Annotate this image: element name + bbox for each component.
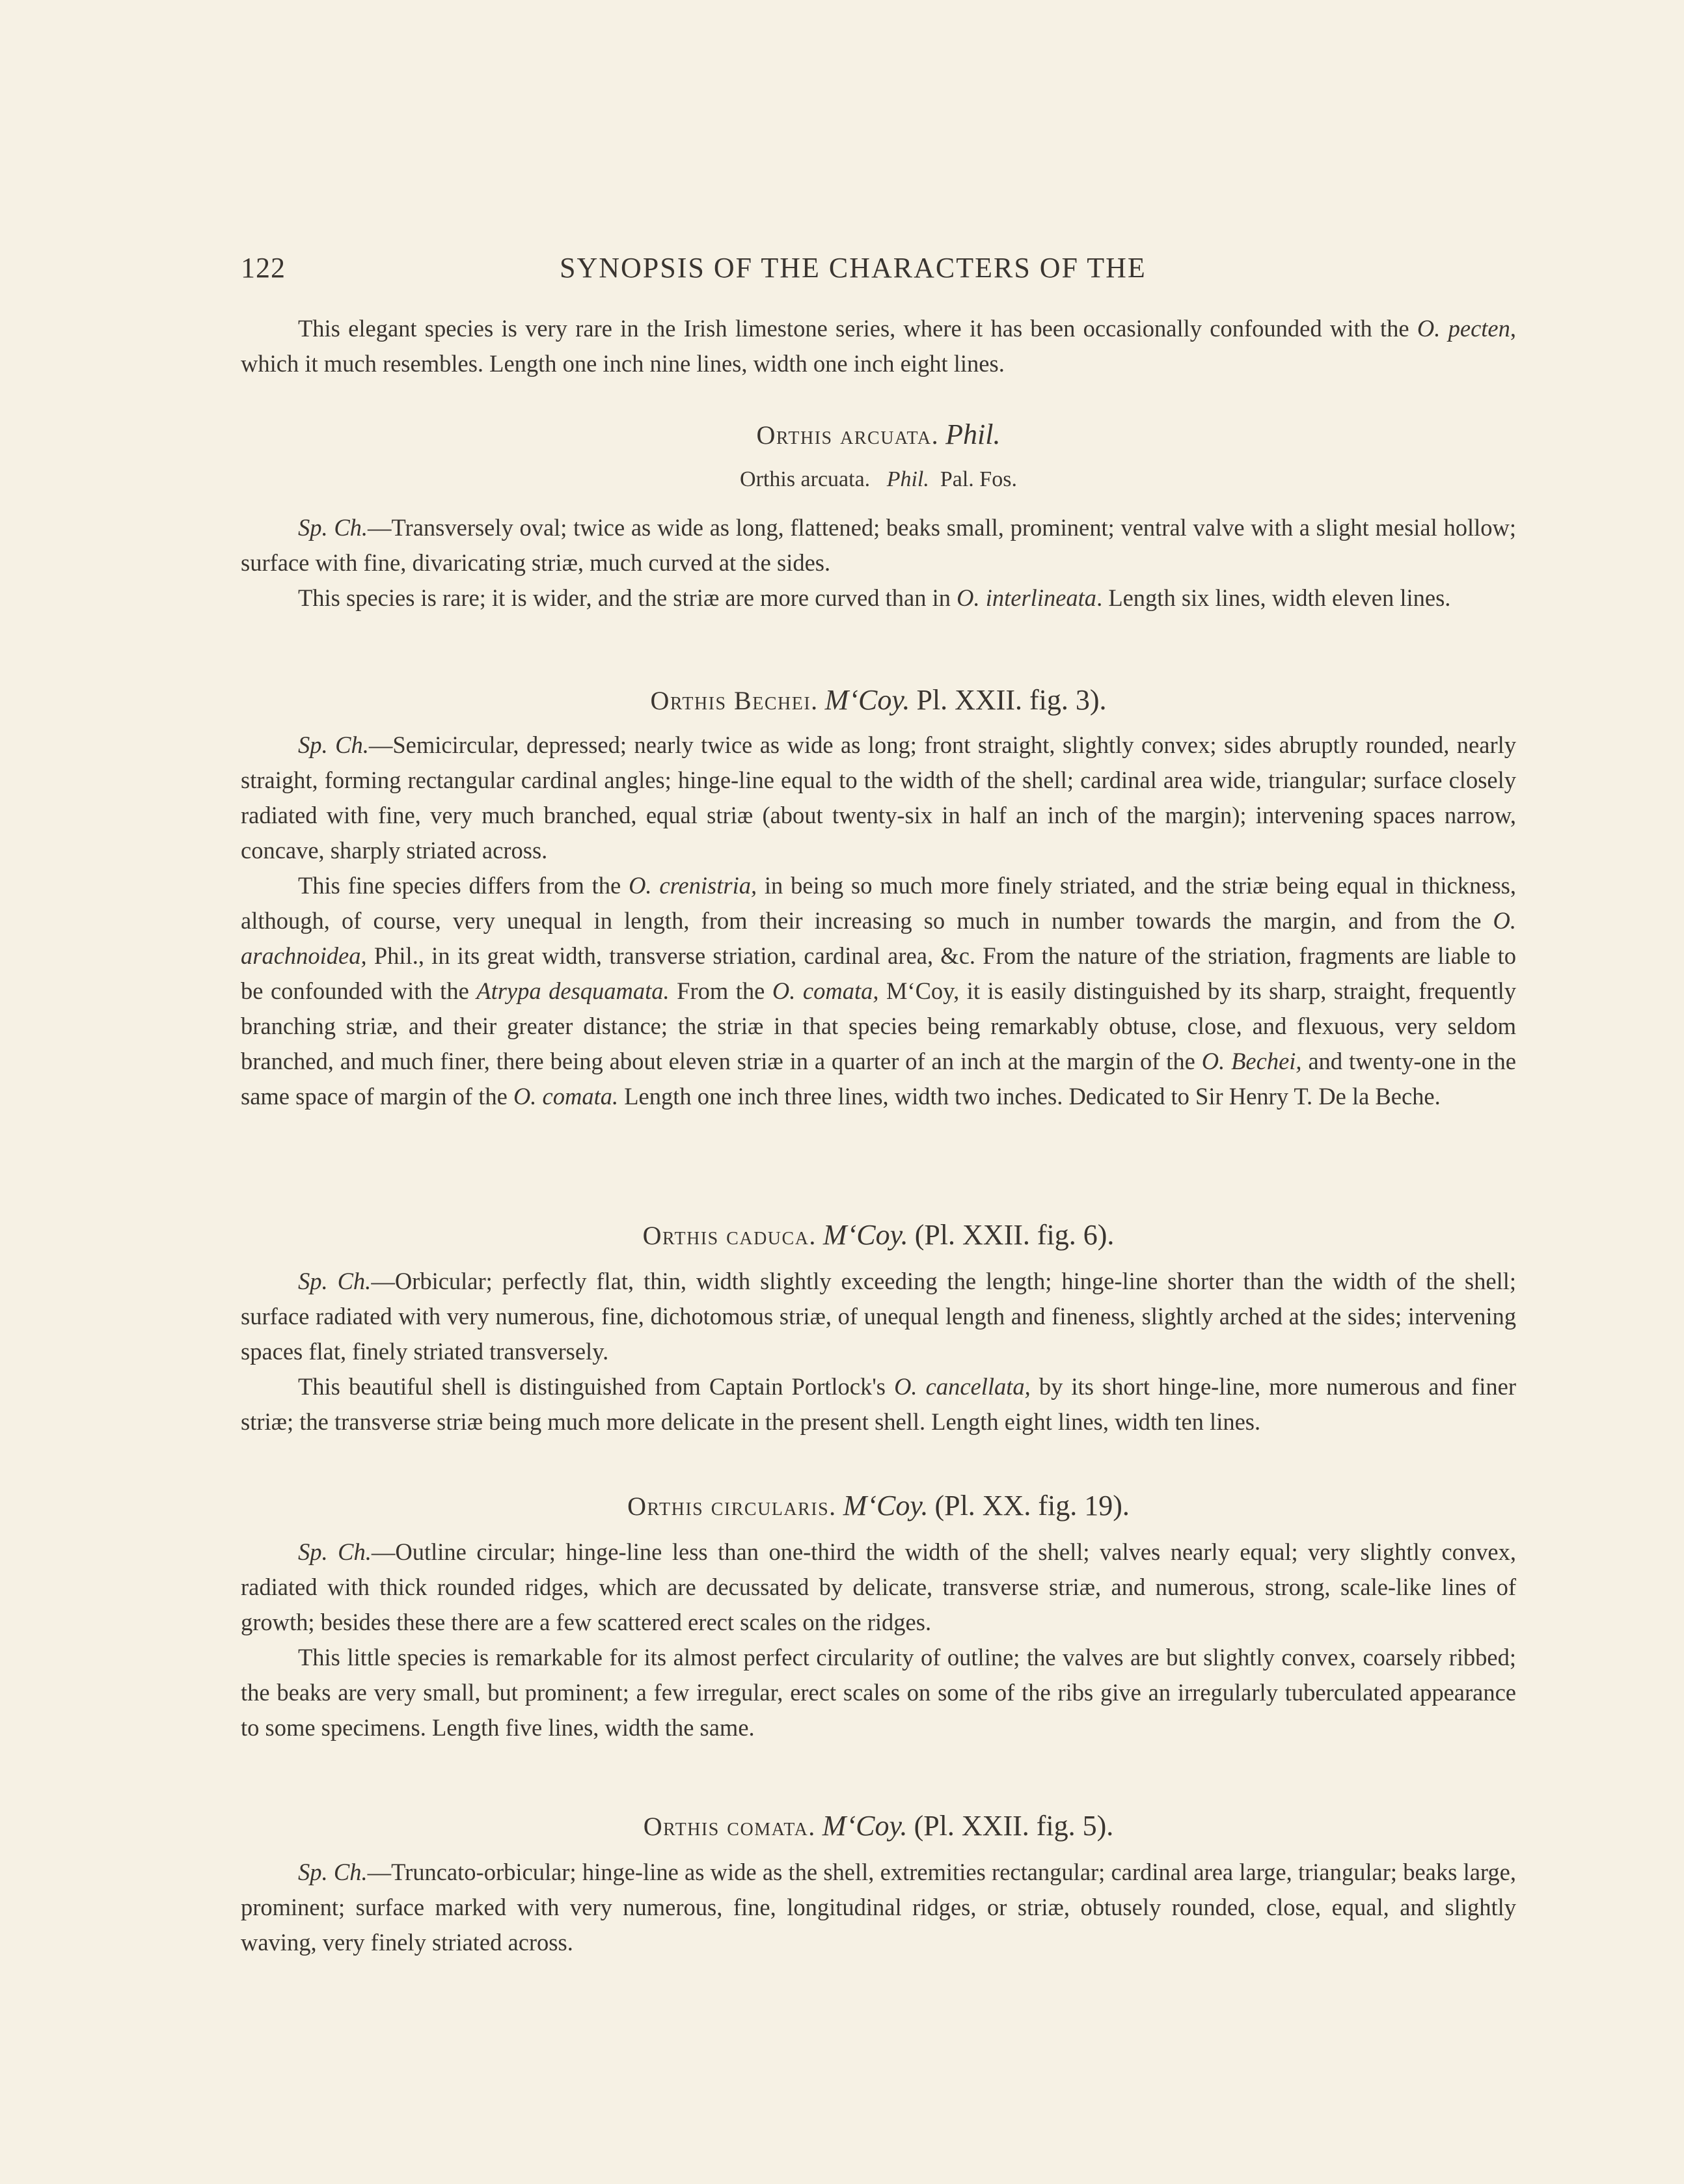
species-remarks: This fine species differs from the O. crenistria, in being so much more finely striated, and the striæ being equal in thickness, although, of course, very unequal in length, from their increasing so much in number towards the margin, and from the O. arachnoidea, Phil., in its great width, transverse striation, cardinal area, &c. From the nature of the striation, fragments are liable to be confounded with the Atrypa desquamata. From the O. comata, M‘Coy, it is easily distinguished by its sharp, straight, frequently branching striæ, and their greater distance; the striæ in that species being remarkably obtuse, close, and flexuous, very seldom branched, and much finer, there being about eleven striæ in a quarter of an inch at the margin of the O. Bechei, and twenty-one in the same space of margin of the O. comata. Length one inch three lines, width two inches. Dedicated to Sir Henry T. De la Beche. xyxy=(241,872,1516,1110)
species-remarks: This species is rare; it is wider, and the striæ are more curved than in O. interlineata. Length six lines, width eleven lines. xyxy=(298,584,1451,611)
species-author: M‘Coy. xyxy=(824,684,910,716)
species-remarks: This beautiful shell is distinguished from Captain Portlock's O. cancellata, by its short hinge-line, more numerous and finer striæ; the transverse striæ being much more delicate in the present shell. Length eight lines, width ten lines. xyxy=(241,1373,1516,1435)
section-orthis-comata xyxy=(241,1855,1516,1960)
species-name: Orthis comata. xyxy=(643,1812,816,1841)
section-orthis-bechei xyxy=(241,728,1516,1114)
heading-orthis-circularis xyxy=(241,1488,1516,1525)
heading-orthis-comata xyxy=(241,1808,1516,1845)
heading-orthis-arcuata xyxy=(241,416,1516,454)
running-head xyxy=(241,251,1516,290)
plate-reference: (Pl. XX. fig. 19). xyxy=(934,1490,1130,1522)
page-number: 122 xyxy=(241,252,286,284)
species-remarks: This little species is remarkable for its almost perfect circularity of outline; the valves are but slightly convex, coarsely ribbed; the beaks are very small, but prominent; a few irregular, erect scales on some of the ribs give an irregularly tuberculated appearance to some specimens. Length five lines, width the same. xyxy=(241,1644,1516,1741)
species-name: Orthis caduca. xyxy=(642,1221,817,1250)
plate-reference: (Pl. XXII. fig. 5). xyxy=(914,1810,1114,1842)
species-characters: Sp. Ch.—Orbicular; perfectly flat, thin, width slightly exceeding the length; hinge-line shorter than the width of the shell; surface radiated with very numerous, fine, dichotomous striæ, of unequal length and fineness, slightly arched at the sides; intervening spaces flat, finely striated transversely. xyxy=(241,1268,1516,1365)
heading-orthis-bechei xyxy=(241,682,1516,719)
species-characters: Sp. Ch.—Semicircular, depressed; nearly twice as wide as long; front straight, slightly convex; sides abruptly rounded, nearly straight, forming rectangular cardinal angles; hinge-line equal to the width of the shell; cardinal area wide, triangular; surface closely radiated with fine, very much branched, equal striæ (about twenty-six in half an inch of the margin); intervening spaces narrow, concave, sharply striated across. xyxy=(241,731,1516,864)
section-orthis-arcuata xyxy=(241,510,1516,616)
species-characters: Sp. Ch.—Transversely oval; twice as wide as long, flattened; beaks small, prominent; ventral valve with a slight mesial hollow; surface with fine, divaricating striæ, much curved at the sides. xyxy=(241,514,1516,576)
species-author: M‘Coy. xyxy=(843,1490,929,1522)
plate-reference: (Pl. XXII. fig. 6). xyxy=(914,1219,1115,1251)
intro-paragraph: This elegant species is very rare in the Irish limestone series, where it has been occasionally confounded with the O. pecten, which it much resembles. Length one inch nine lines, width one inch eight lines. xyxy=(241,315,1516,377)
species-name: Orthis Bechei. xyxy=(650,686,819,715)
species-author: M‘Coy. xyxy=(822,1810,908,1842)
synonym-orthis-arcuata: Orthis arcuata. Phil. Pal. Fos. xyxy=(740,467,1017,491)
species-characters: Sp. Ch.—Outline circular; hinge-line less than one-third the width of the shell; valves nearly equal; very slightly convex, radiated with thick rounded ridges, which are decussated by delicate, transverse striæ, and numerous, strong, scale-like lines of growth; besides these there are a few scattered erect scales on the ridges. xyxy=(241,1538,1516,1635)
heading-orthis-caduca xyxy=(241,1217,1516,1254)
species-characters: Sp. Ch.—Truncato-orbicular; hinge-line as wide as the shell, extremities rectangular; cardinal area large, triangular; beaks large, prominent; surface marked with very numerous, fine, longitudinal ridges, or striæ, obtusely rounded, close, equal, and slightly waving, very finely striated across. xyxy=(241,1859,1516,1956)
species-name: Orthis arcuata. xyxy=(756,420,940,450)
plate-reference: Pl. XXII. fig. 3). xyxy=(916,684,1107,716)
running-title: SYNOPSIS OF THE CHARACTERS OF THE xyxy=(560,252,1147,284)
section-orthis-caduca xyxy=(241,1264,1516,1440)
species-author: Phil. xyxy=(945,418,1001,450)
section-orthis-circularis xyxy=(241,1535,1516,1745)
species-name: Orthis circularis. xyxy=(627,1492,837,1521)
species-author: M‘Coy. xyxy=(822,1219,908,1251)
